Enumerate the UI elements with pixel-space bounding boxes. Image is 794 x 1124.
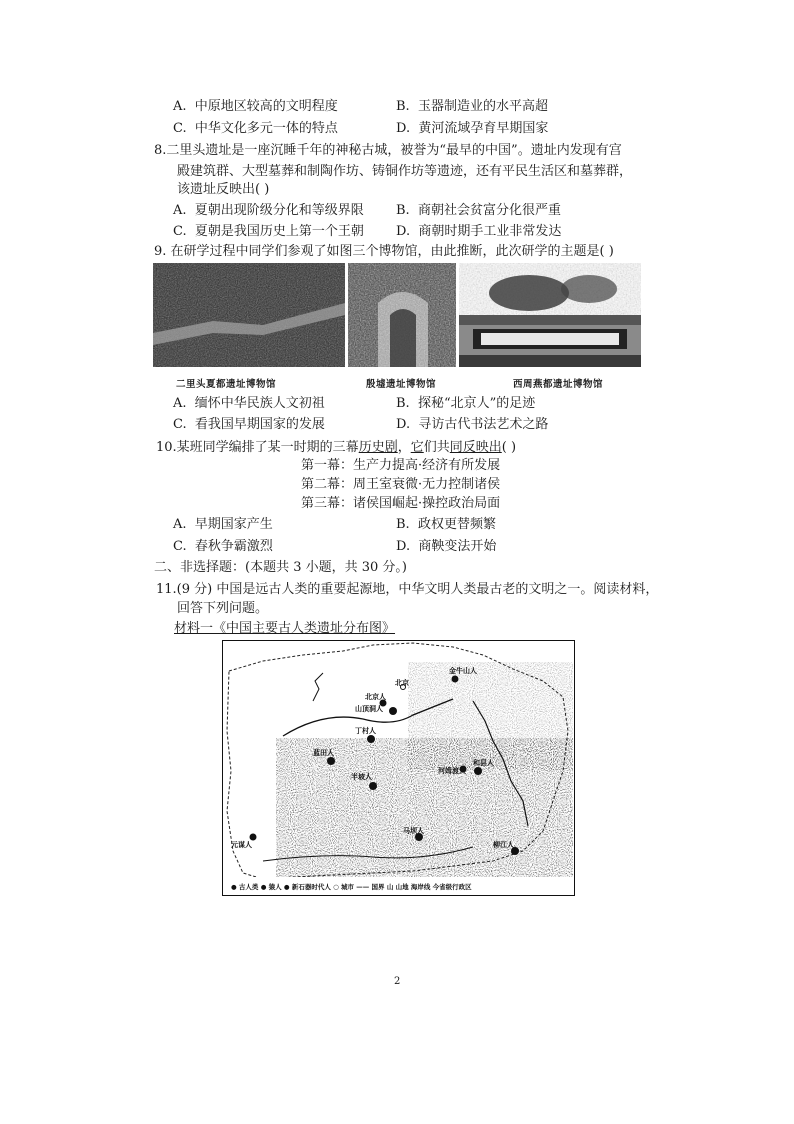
map-label-dingcun: 丁村人 [355,727,376,735]
map-label-yuanmou: 元谋人 [231,841,252,849]
ancient-human-sites-map [222,640,575,896]
q7-option-c: C. 中华文化多元一体的特点 [173,121,338,136]
yinxu-caption: 殷墟遗址博物馆 [366,379,437,390]
q9-option-c: C. 看我国早期国家的发展 [173,417,325,432]
q9-option-b: B. 探秘“北京人”的足迹 [396,396,536,411]
q9-option-a: A. 缅怀中华民族人文初祖 [173,396,325,411]
erlitou-museum-photo [153,263,345,367]
map-label-beijing: 北京 [395,679,409,687]
map-label-banpo: 半坡人 [351,773,372,781]
erlitou-caption: 二里头夏都遗址博物馆 [176,379,277,390]
yandu-museum-photo [459,263,641,367]
q9-stem: 9. 在研学过程中同学们参观了如图三个博物馆，由此推断，此次研学的主题是( ) [154,244,614,259]
q8-option-a: A. 夏朝出现阶级分化和等级界限 [173,203,364,218]
q8-option-b: B. 商朝社会贫富分化很严重 [396,203,561,218]
map-label-hexian: 和县人 [473,759,494,767]
q10-stem: 10.某班同学编排了某一时期的三幕历史剧，它们共同反映出( ) [156,440,517,455]
q8-stem-line3: 该遗址反映出( ) [177,182,270,197]
q7-option-d: D. 黄河流域孕育早期国家 [396,121,549,136]
section-2-heading: 二、非选择题：(本题共 3 小题，共 30 分。) [154,560,407,575]
map-label-hemudu: 河姆渡人 [438,767,466,775]
q10-act-3: 第三幕：诸侯国崛起·操控政治局面 [301,496,501,511]
q10-act-2: 第二幕：周王室衰微·无力控制诸侯 [301,477,501,492]
q7-option-b: B. 玉器制造业的水平高超 [396,99,548,114]
q8-option-d: D. 商朝时期手工业非常发达 [396,224,562,239]
map-label-maba: 马坝人 [403,827,424,835]
q10-option-a: A. 早期国家产生 [173,517,273,532]
q11-stem-line2: 回答下列问题。 [177,601,269,616]
q8-stem-line1: 8.二里头遗址是一座沉睡千年的神秘古城，被誉为“最早的中国”。遗址内发现有宫 [154,143,622,158]
yinxu-museum-photo [348,263,456,367]
yandu-caption: 西周燕都遗址博物馆 [513,379,604,390]
q8-option-c: C. 夏朝是我国历史上第一个王朝 [173,224,364,239]
map-legend: ● 古人类 ● 猿人 ● 新石器时代人 ○ 城市 —— 国界 山 山地 海岸线 今省级行政区 [231,883,472,891]
q9-option-d: D. 寻访古代书法艺术之路 [396,417,549,432]
q7-option-a: A. 中原地区较高的文明程度 [173,99,338,114]
q10-option-c: C. 春秋争霸激烈 [173,539,273,554]
map-label-lantian: 蓝田人 [313,749,334,757]
map-label-zhoukoudian: 北京人 [365,693,386,701]
q10-option-b: B. 政权更替频繁 [396,517,496,532]
map-label-shandingdong: 山顶洞人 [355,705,383,713]
q11-stem-line1: 11.(9 分) 中国是远古人类的重要起源地，中华文明人类最古老的文明之一。阅读材料， [156,582,659,597]
q10-option-d: D. 商鞅变法开始 [396,539,497,554]
q10-act-1: 第一幕：生产力提高·经济有所发展 [301,458,501,473]
map-label-liujiang: 柳江人 [493,841,514,849]
map-label-jinniushan: 金牛山人 [449,667,477,675]
q8-stem-line2: 殿建筑群、大型墓葬和制陶作坊、铸铜作坊等遗迹，还有平民生活区和墓葬群， [177,164,633,179]
page-number: 2 [394,976,401,987]
material-1-label: 材料一《中国主要古人类遗址分布图》 [174,621,396,636]
